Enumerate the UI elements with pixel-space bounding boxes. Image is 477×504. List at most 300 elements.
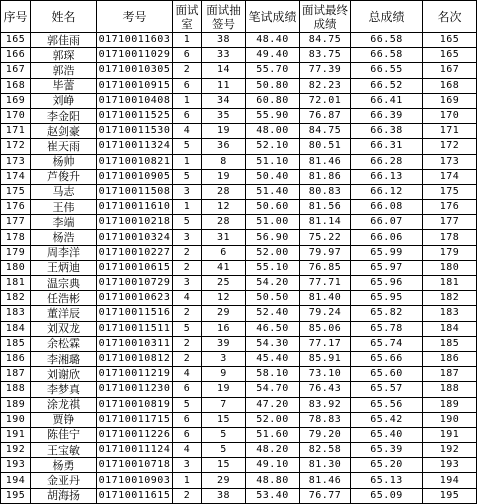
cell-rank: 193 [423, 458, 477, 473]
cell-index: 190 [1, 412, 31, 427]
cell-interview-room: 5 [173, 169, 202, 184]
cell-interview-final-score: 80.83 [300, 184, 351, 199]
cell-name: 贾铮 [31, 412, 97, 427]
cell-draw-number: 11 [202, 78, 246, 93]
cell-index: 191 [1, 427, 31, 442]
table-row [1, 351, 477, 366]
cell-name: 杨浩 [31, 230, 97, 245]
cell-rank: 167 [423, 63, 477, 78]
cell-exam-number: 01710010821 [97, 154, 173, 169]
cell-interview-final-score: 84.75 [300, 124, 351, 139]
cell-draw-number: 5 [202, 427, 246, 442]
cell-draw-number: 12 [202, 200, 246, 215]
cell-total-score: 66.28 [351, 154, 423, 169]
cell-name: 任浩彬 [31, 291, 97, 306]
cell-rank: 191 [423, 427, 477, 442]
table-row [1, 124, 477, 139]
cell-draw-number: 28 [202, 215, 246, 230]
cell-name: 郭浩 [31, 63, 97, 78]
cell-draw-number: 9 [202, 367, 246, 382]
cell-rank: 165 [423, 48, 477, 63]
cell-name: 芦俊升 [31, 169, 97, 184]
cell-interview-final-score: 72.01 [300, 93, 351, 108]
table-row [1, 382, 477, 397]
cell-rank: 192 [423, 443, 477, 458]
cell-draw-number: 7 [202, 397, 246, 412]
cell-exam-number: 01710010903 [97, 473, 173, 488]
table-row [1, 245, 477, 260]
cell-index: 168 [1, 78, 31, 93]
cell-total-score: 65.97 [351, 260, 423, 275]
cell-draw-number: 31 [202, 230, 246, 245]
cell-total-score: 65.82 [351, 306, 423, 321]
cell-index: 186 [1, 351, 31, 366]
cell-written-score: 55.90 [246, 108, 300, 123]
cell-written-score: 48.20 [246, 443, 300, 458]
cell-total-score: 65.60 [351, 367, 423, 382]
cell-name: 李梦真 [31, 382, 97, 397]
table-row [1, 367, 477, 382]
cell-exam-number: 01710011516 [97, 306, 173, 321]
table-row [1, 412, 477, 427]
cell-draw-number: 3 [202, 351, 246, 366]
cell-name: 杨勇 [31, 458, 97, 473]
cell-index: 172 [1, 139, 31, 154]
cell-index: 181 [1, 276, 31, 291]
cell-interview-room: 2 [173, 245, 202, 260]
cell-exam-number: 01710010311 [97, 336, 173, 351]
cell-interview-final-score: 75.22 [300, 230, 351, 245]
cell-total-score: 65.40 [351, 427, 423, 442]
cell-rank: 165 [423, 33, 477, 48]
table-row [1, 321, 477, 336]
table-row [1, 108, 477, 123]
cell-written-score: 51.60 [246, 427, 300, 442]
cell-rank: 194 [423, 473, 477, 488]
cell-interview-final-score: 81.56 [300, 200, 351, 215]
cell-index: 185 [1, 336, 31, 351]
cell-draw-number: 12 [202, 291, 246, 306]
cell-name: 郭佳雨 [31, 33, 97, 48]
header-index: 序号 [1, 1, 31, 33]
cell-draw-number: 19 [202, 124, 246, 139]
table-row [1, 139, 477, 154]
cell-interview-final-score: 77.17 [300, 336, 351, 351]
cell-draw-number: 33 [202, 48, 246, 63]
table-body [1, 33, 477, 504]
cell-written-score: 56.90 [246, 230, 300, 245]
cell-exam-number: 01710011029 [97, 48, 173, 63]
cell-written-score: 48.40 [246, 33, 300, 48]
cell-written-score: 50.80 [246, 78, 300, 93]
cell-name: 余松霖 [31, 336, 97, 351]
cell-rank: 173 [423, 154, 477, 169]
cell-index: 166 [1, 48, 31, 63]
header-written-score: 笔试成绩 [246, 1, 300, 33]
cell-draw-number: 29 [202, 473, 246, 488]
cell-interview-final-score: 79.97 [300, 245, 351, 260]
table-row [1, 427, 477, 442]
cell-interview-room: 5 [173, 397, 202, 412]
cell-interview-room: 6 [173, 108, 202, 123]
cell-total-score: 66.55 [351, 63, 423, 78]
cell-rank: 177 [423, 215, 477, 230]
cell-draw-number: 38 [202, 488, 246, 503]
cell-exam-number: 01710010615 [97, 260, 173, 275]
cell-rank: 188 [423, 382, 477, 397]
cell-exam-number: 01710010729 [97, 276, 173, 291]
table-row [1, 78, 477, 93]
cell-interview-room: 3 [173, 458, 202, 473]
table-row [1, 488, 477, 503]
cell-total-score: 65.57 [351, 382, 423, 397]
cell-index: 176 [1, 200, 31, 215]
cell-draw-number: 16 [202, 321, 246, 336]
cell-total-score: 65.09 [351, 488, 423, 503]
cell-exam-number: 01710011219 [97, 367, 173, 382]
cell-rank: 178 [423, 230, 477, 245]
cell-name: 温宗典 [31, 276, 97, 291]
header-interview-final-score: 面试最终成绩 [300, 1, 351, 33]
table-row [1, 473, 477, 488]
cell-interview-room: 4 [173, 124, 202, 139]
cell-exam-number: 01710010718 [97, 458, 173, 473]
cell-total-score: 66.38 [351, 124, 423, 139]
cell-written-score: 58.10 [246, 367, 300, 382]
cell-name: 刘双龙 [31, 321, 97, 336]
cell-written-score: 45.40 [246, 351, 300, 366]
cell-written-score: 53.40 [246, 488, 300, 503]
cell-rank: 185 [423, 336, 477, 351]
cell-total-score: 66.12 [351, 184, 423, 199]
cell-interview-final-score: 81.46 [300, 473, 351, 488]
header-total-score: 总成绩 [351, 1, 423, 33]
cell-index: 180 [1, 260, 31, 275]
cell-name: 王炳迪 [31, 260, 97, 275]
cell-exam-number: 01710011615 [97, 488, 173, 503]
cell-interview-room: 4 [173, 367, 202, 382]
cell-rank: 174 [423, 169, 477, 184]
cell-exam-number: 01710010227 [97, 245, 173, 260]
table-row [1, 260, 477, 275]
cell-rank: 190 [423, 412, 477, 427]
cell-interview-room: 6 [173, 412, 202, 427]
cell-total-score: 66.31 [351, 139, 423, 154]
cell-interview-room: 2 [173, 260, 202, 275]
cell-draw-number: 19 [202, 382, 246, 397]
cell-interview-room: 2 [173, 351, 202, 366]
cell-exam-number: 01710011603 [97, 33, 173, 48]
cell-name: 涂龙祺 [31, 397, 97, 412]
table-row [1, 93, 477, 108]
cell-interview-room: 1 [173, 93, 202, 108]
cell-index: 188 [1, 382, 31, 397]
cell-draw-number: 25 [202, 276, 246, 291]
cell-index: 187 [1, 367, 31, 382]
table-row [1, 458, 477, 473]
cell-interview-room: 1 [173, 33, 202, 48]
cell-written-score: 55.70 [246, 63, 300, 78]
cell-interview-final-score: 81.46 [300, 154, 351, 169]
cell-index: 173 [1, 154, 31, 169]
cell-interview-final-score: 83.92 [300, 397, 351, 412]
cell-interview-final-score: 81.40 [300, 291, 351, 306]
cell-total-score: 65.99 [351, 245, 423, 260]
cell-rank: 179 [423, 245, 477, 260]
cell-written-score: 51.00 [246, 215, 300, 230]
cell-rank: 176 [423, 200, 477, 215]
cell-index: 175 [1, 184, 31, 199]
cell-index: 179 [1, 245, 31, 260]
cell-interview-room: 6 [173, 382, 202, 397]
cell-index: 194 [1, 473, 31, 488]
cell-name: 郭琛 [31, 48, 97, 63]
cell-interview-final-score: 82.58 [300, 443, 351, 458]
cell-index: 167 [1, 63, 31, 78]
cell-interview-final-score: 76.87 [300, 108, 351, 123]
cell-interview-final-score: 76.43 [300, 382, 351, 397]
cell-rank: 182 [423, 291, 477, 306]
cell-index: 192 [1, 443, 31, 458]
cell-rank: 186 [423, 351, 477, 366]
cell-index: 183 [1, 306, 31, 321]
cell-name: 刘谢欣 [31, 367, 97, 382]
table-row [1, 184, 477, 199]
cell-interview-room: 4 [173, 443, 202, 458]
cell-rank: 183 [423, 306, 477, 321]
cell-draw-number: 41 [202, 260, 246, 275]
cell-interview-room: 2 [173, 63, 202, 78]
cell-written-score: 54.70 [246, 382, 300, 397]
cell-written-score: 54.30 [246, 336, 300, 351]
cell-written-score: 50.50 [246, 291, 300, 306]
table-row [1, 169, 477, 184]
cell-draw-number: 36 [202, 139, 246, 154]
header-draw-number: 面试抽签号 [202, 1, 246, 33]
cell-draw-number: 35 [202, 108, 246, 123]
cell-total-score: 65.13 [351, 473, 423, 488]
cell-interview-room: 6 [173, 78, 202, 93]
cell-total-score: 66.06 [351, 230, 423, 245]
cell-interview-final-score: 85.06 [300, 321, 351, 336]
cell-total-score: 66.07 [351, 215, 423, 230]
cell-interview-final-score: 81.14 [300, 215, 351, 230]
cell-total-score: 65.96 [351, 276, 423, 291]
table-row [1, 154, 477, 169]
cell-written-score: 51.10 [246, 154, 300, 169]
cell-index: 169 [1, 93, 31, 108]
cell-interview-final-score: 73.10 [300, 367, 351, 382]
cell-index: 184 [1, 321, 31, 336]
cell-exam-number: 01710010408 [97, 93, 173, 108]
cell-total-score: 66.41 [351, 93, 423, 108]
table-row [1, 397, 477, 412]
cell-total-score: 66.39 [351, 108, 423, 123]
cell-name: 陈佳宁 [31, 427, 97, 442]
header-interview-room: 面试室 [173, 1, 202, 33]
cell-written-score: 46.50 [246, 321, 300, 336]
cell-interview-final-score: 77.39 [300, 63, 351, 78]
cell-name: 董洋辰 [31, 306, 97, 321]
cell-rank: 169 [423, 93, 477, 108]
cell-index: 165 [1, 33, 31, 48]
cell-rank: 175 [423, 184, 477, 199]
cell-rank: 172 [423, 139, 477, 154]
cell-exam-number: 01710010324 [97, 230, 173, 245]
cell-exam-number: 01710010905 [97, 169, 173, 184]
cell-total-score: 65.78 [351, 321, 423, 336]
cell-written-score: 52.00 [246, 412, 300, 427]
cell-interview-final-score: 83.75 [300, 48, 351, 63]
cell-exam-number: 01710010623 [97, 291, 173, 306]
cell-draw-number: 38 [202, 33, 246, 48]
cell-total-score: 66.58 [351, 48, 423, 63]
table-header [1, 1, 477, 33]
header-row [1, 1, 477, 33]
cell-index: 193 [1, 458, 31, 473]
cell-name: 胡海扬 [31, 488, 97, 503]
cell-interview-final-score: 80.51 [300, 139, 351, 154]
cell-total-score: 66.52 [351, 78, 423, 93]
cell-written-score: 60.80 [246, 93, 300, 108]
cell-rank: 170 [423, 108, 477, 123]
cell-exam-number: 01710011511 [97, 321, 173, 336]
cell-name: 王宝敏 [31, 443, 97, 458]
table-row [1, 63, 477, 78]
cell-interview-room: 1 [173, 200, 202, 215]
cell-name: 李金阳 [31, 108, 97, 123]
cell-name: 赵剑豪 [31, 124, 97, 139]
cell-exam-number: 01710010218 [97, 215, 173, 230]
cell-interview-room: 3 [173, 184, 202, 199]
cell-total-score: 65.74 [351, 336, 423, 351]
table-row [1, 48, 477, 63]
cell-total-score: 66.58 [351, 33, 423, 48]
table-row [1, 200, 477, 215]
cell-exam-number: 01710011530 [97, 124, 173, 139]
cell-interview-final-score: 76.77 [300, 488, 351, 503]
cell-written-score: 48.00 [246, 124, 300, 139]
cell-interview-final-score: 81.86 [300, 169, 351, 184]
header-rank: 名次 [423, 1, 477, 33]
cell-interview-room: 6 [173, 427, 202, 442]
cell-index: 189 [1, 397, 31, 412]
cell-interview-room: 5 [173, 215, 202, 230]
cell-interview-room: 4 [173, 291, 202, 306]
cell-exam-number: 01710011715 [97, 412, 173, 427]
cell-exam-number: 01710010305 [97, 63, 173, 78]
cell-draw-number: 6 [202, 245, 246, 260]
cell-interview-room: 6 [173, 48, 202, 63]
cell-index: 177 [1, 215, 31, 230]
cell-exam-number: 01710010915 [97, 78, 173, 93]
cell-rank: 189 [423, 397, 477, 412]
table-row [1, 306, 477, 321]
cell-written-score: 50.60 [246, 200, 300, 215]
cell-name: 崔天雨 [31, 139, 97, 154]
cell-total-score: 65.66 [351, 351, 423, 366]
cell-index: 174 [1, 169, 31, 184]
cell-total-score: 65.95 [351, 291, 423, 306]
cell-name: 周李洋 [31, 245, 97, 260]
cell-interview-final-score: 82.23 [300, 78, 351, 93]
table-row [1, 443, 477, 458]
cell-exam-number: 01710011525 [97, 108, 173, 123]
cell-written-score: 55.10 [246, 260, 300, 275]
table-row [1, 336, 477, 351]
cell-rank: 181 [423, 276, 477, 291]
cell-rank: 168 [423, 78, 477, 93]
cell-written-score: 52.00 [246, 245, 300, 260]
header-exam-number: 考号 [97, 1, 173, 33]
cell-name: 王伟 [31, 200, 97, 215]
cell-draw-number: 8 [202, 154, 246, 169]
cell-draw-number: 28 [202, 184, 246, 199]
cell-draw-number: 5 [202, 443, 246, 458]
cell-exam-number: 01710010819 [97, 397, 173, 412]
cell-written-score: 52.40 [246, 306, 300, 321]
cell-total-score: 65.56 [351, 397, 423, 412]
cell-draw-number: 19 [202, 169, 246, 184]
cell-draw-number: 29 [202, 306, 246, 321]
cell-interview-final-score: 84.75 [300, 33, 351, 48]
cell-name: 毕蕾 [31, 78, 97, 93]
cell-index: 170 [1, 108, 31, 123]
cell-exam-number: 01710011508 [97, 184, 173, 199]
cell-written-score: 50.40 [246, 169, 300, 184]
cell-rank: 180 [423, 260, 477, 275]
cell-total-score: 65.20 [351, 458, 423, 473]
cell-exam-number: 01710011124 [97, 443, 173, 458]
cell-index: 195 [1, 488, 31, 503]
cell-name: 刘峥 [31, 93, 97, 108]
table-row [1, 215, 477, 230]
cell-name: 李端 [31, 215, 97, 230]
cell-written-score: 54.20 [246, 276, 300, 291]
cell-interview-room: 2 [173, 488, 202, 503]
cell-interview-final-score: 85.91 [300, 351, 351, 366]
cell-draw-number: 15 [202, 412, 246, 427]
cell-draw-number: 14 [202, 63, 246, 78]
cell-index: 171 [1, 124, 31, 139]
cell-name: 杨帅 [31, 154, 97, 169]
cell-total-score: 65.42 [351, 412, 423, 427]
table-row [1, 291, 477, 306]
cell-exam-number: 01710010812 [97, 351, 173, 366]
cell-draw-number: 15 [202, 458, 246, 473]
cell-name: 金亚丹 [31, 473, 97, 488]
cell-written-score: 49.40 [246, 48, 300, 63]
cell-interview-final-score: 79.24 [300, 306, 351, 321]
cell-name: 李湘璐 [31, 351, 97, 366]
cell-written-score: 47.20 [246, 397, 300, 412]
table-row [1, 33, 477, 48]
table-row [1, 276, 477, 291]
cell-exam-number: 01710011226 [97, 427, 173, 442]
header-name: 姓名 [31, 1, 97, 33]
cell-written-score: 48.80 [246, 473, 300, 488]
cell-interview-room: 1 [173, 154, 202, 169]
cell-interview-room: 5 [173, 321, 202, 336]
cell-interview-final-score: 81.30 [300, 458, 351, 473]
cell-written-score: 52.10 [246, 139, 300, 154]
cell-interview-final-score: 78.83 [300, 412, 351, 427]
cell-exam-number: 01710011230 [97, 382, 173, 397]
cell-rank: 171 [423, 124, 477, 139]
table-row [1, 230, 477, 245]
cell-rank: 187 [423, 367, 477, 382]
cell-draw-number: 39 [202, 336, 246, 351]
